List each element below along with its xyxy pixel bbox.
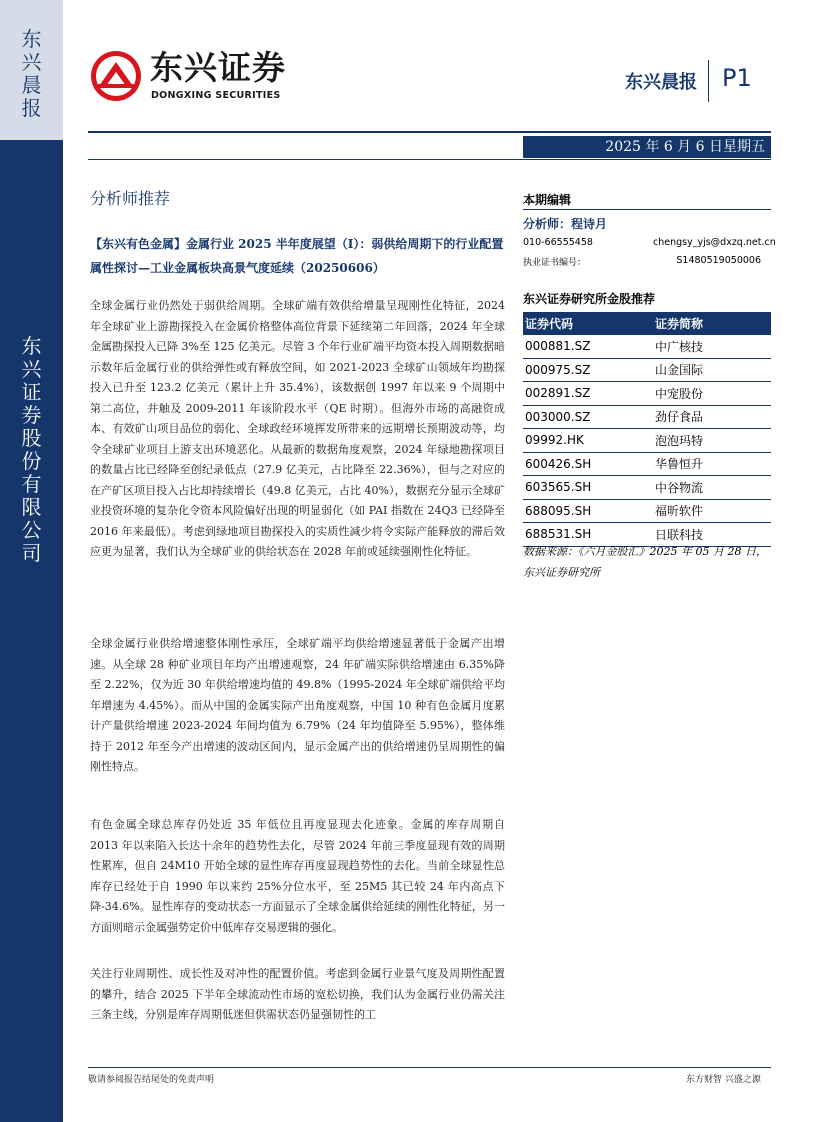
stock-code: 600426.SH [523,452,649,476]
body-paragraph-1: 全球金属行业仍然处于弱供给周期。全球矿端有效供给增量呈现刚性化特征，2024 年全球矿业上游勘探投入在金属价格整体高位背景下延续第二年回落，2024 年全球金属勘探投入已降 3%至 125 亿美元。尽管 3 个年行业矿端平均资本投入周期数据暗示数年后金属行业的供给弹性或有释放空间，如 2021-2023 全球矿山领域年均勘探投入已升至 123.2 亿美元（累计上升 35.4%），该数据创 1997 年以来 9 个周期中第二高位，并触及 2009-2011 年该阶段水平（QE 时期）。但海外市场的高融资成本、有效矿山项目品位的弱化、全球政经环境挥发所带来的远期增长预期波动等，均令全球矿业项目上游支出环境恶化。从最新的数据角度观察，2024 年绿地勘探项目的数量占比已经降至创纪录低点（27.9 亿美元，占比降至 22.36%），但与之对应的在产矿区项目投入占比却持续增长（49.8 亿美元，占比 40%），数据充分显示全球矿业投资环境的复杂化令资本风险偏好出现的明显弱化（如 PAI 指数在 24Q3 已经降至 2016 年来最低）。考虑到绿地项目勘探投入的实质性减少将令实际产能释放的滞后效应更为显著，我们认为全球矿业的供给状态在 2028 年前或延续强刚性化特征。 [90,299,505,558]
report-date: 2025 年 6 月 6 日星期五 [605,139,765,155]
stock-name: 山金国际 [649,358,771,382]
editor-heading: 本期编辑 [523,193,572,207]
logo-english-name: DONGXING SECURITIES [151,90,281,101]
footer-disclaimer: 敬请参阅报告结尾处的免责声明 [88,1075,215,1085]
editor-rule [523,209,771,210]
stock-picks-heading: 东兴证券研究所金股推荐 [523,292,656,306]
stock-name: 华鲁恒升 [649,452,771,476]
column-header-code: 证券代码 [523,312,649,335]
table-row [523,382,771,406]
stock-code: 09992.HK [523,429,649,453]
cert-number: S1480519050006 [676,255,761,266]
table-row [523,358,771,382]
stock-code: 688095.SH [523,499,649,523]
stock-name: 中广核技 [649,335,771,358]
sidebar-company-name: 东兴证券股份有限公司 [21,334,43,565]
footer-rule [88,1067,771,1068]
sidebar-top-band [0,0,63,140]
stock-name: 日联科技 [649,523,771,547]
table-row [523,499,771,523]
stock-code: 603565.SH [523,476,649,500]
stock-name: 福昕软件 [649,499,771,523]
data-source-note: 数据来源：《六月金股汇》2025 年 05 月 28 日，东兴证券研究所 [523,545,767,579]
table-header-row [523,312,771,335]
stock-name: 劲仔食品 [649,405,771,429]
body-paragraph-4: 关注行业周期性、成长性及对冲性的配置价值。考虑到金属行业景气度及周期性配置的攀升，结合 2025 下半年全球流动性市场的宽松切换，我们认为金属行业仍需关注三条主线，分别是库存周期低迷但供需状态仍显强韧性的工 [90,967,505,1021]
body-paragraph-3: 有色金属全球总库存仍处近 35 年低位且再度显现去化迹象。金属的库存周期自 2013 年以来陷入长达十余年的趋势性去化，尽管 2024 年前三季度显现有效的周期性累库，但自 24M10 开始全球的显性库存再度显现趋势性的去化。当前全球显性总库存已经处于自 1990 年以来约 25%分位水平，至 25M5 其已较 24 年内高点下降-34.6%。显性库存的变动状态一方面显示了全球金属供给延续的刚性化特征，另一方面则暗示金属强势定价中低库存交易逻辑的强化。 [90,818,505,934]
analyst-email: chengsy_yjs@dxzq.net.cn [653,237,776,248]
logo-chinese-name: 东兴证券 [150,48,286,87]
article-title: 【东兴有色金属】金属行业 2025 半年度展望（Ⅰ）：弱供给周期下的行业配置属性探讨—工业金属板块高景气度延续（20250606） [90,237,504,275]
header-rule-thin [88,159,771,160]
sidebar-report-name: 东兴晨报 [21,27,43,120]
stock-picks-table [523,312,771,547]
table-row [523,335,771,358]
section-title: 分析师推荐 [90,189,171,208]
stock-name: 中谷物流 [649,476,771,500]
table-row [523,429,771,453]
header-divider [708,60,709,102]
company-logo-icon [90,50,142,102]
body-paragraph-2: 全球金属行业供给增速整体刚性承压，全球矿端平均供给增速显著低于金属产出增速。从全球 28 种矿业项目年均产出增速观察，24 年矿端实际供给增速由 6.35%降至 2.22%，仅为近 30 年供给增速均值的 49.8%（1995-2024 年全球矿端供给平均年增速为 4.45%）。而从中国的金属实际产出角度观察，中国 10 种有色金属月度累计产量供给增速 2023-2024 年间均值为 6.79%（24 年均值降至 5.95%），整体维持于 2012 年至今产出增速的波动区间内，显示金属产出的供给增速仍呈周期性的偏刚性特点。 [90,637,505,773]
footer-slogan: 东方财智 兴盛之源 [686,1075,761,1085]
stock-name: 中宠股份 [649,382,771,406]
table-row [523,476,771,500]
stock-code: 000881.SZ [523,335,649,358]
table-row [523,452,771,476]
report-title: 东兴晨报 [625,72,697,93]
stock-code: 000975.SZ [523,358,649,382]
sidebar-bottom-band [0,140,63,1122]
analyst-phone: 010-66555458 [523,237,593,248]
date-bar [523,136,771,158]
page-number: P1 [722,64,752,92]
column-header-name: 证券简称 [649,312,771,335]
analyst-name: 分析师：程诗月 [523,217,608,231]
stock-code: 003000.SZ [523,405,649,429]
stock-code: 688531.SH [523,523,649,547]
table-row [523,405,771,429]
cert-label: 执业证书编号： [523,258,587,268]
stock-code: 002891.SZ [523,382,649,406]
stock-name: 泡泡玛特 [649,429,771,453]
header-rule [88,131,771,133]
